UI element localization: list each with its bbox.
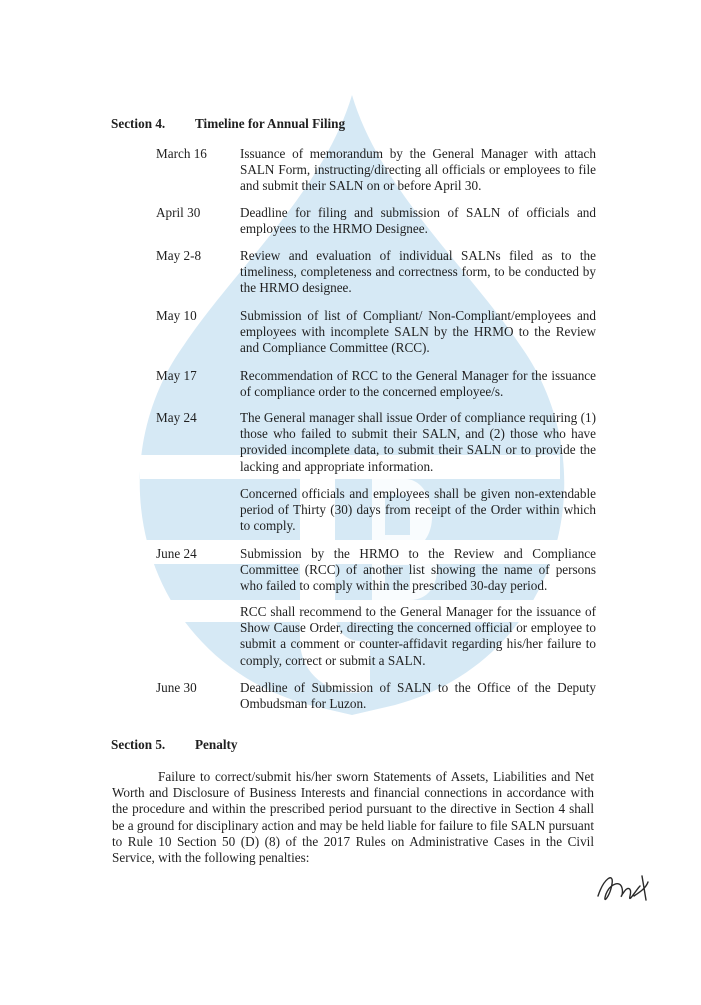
- timeline-date: April 30: [156, 205, 201, 220]
- section-5-title: Penalty: [195, 737, 238, 752]
- timeline-text: The General manager shall issue Order of compliance requiring (1) those who failed to submit their SALN, and (2) those who have provided incomplete data, to submit their SALN or to provide the lacking and appropriate information.: [240, 410, 596, 474]
- timeline-text: Review and evaluation of individual SALNs filed as to the timeliness, completeness and correctness form, to be conducted by the HRMO designee.: [240, 248, 596, 296]
- timeline-date: May 17: [156, 368, 197, 383]
- timeline-date: May 10: [156, 308, 197, 323]
- timeline-text: Submission by the HRMO to the Review and Compliance Committee (RCC) of another list showing the name of persons who failed to comply within the prescribed 30-day period.: [240, 546, 596, 594]
- penalty-paragraph: Failure to correct/submit his/her sworn Statements of Assets, Liabilities and Net Worth and Disclosure of Business Interests and financial connections in accordance with the procedure and within the prescribed period pursuant to the directive in Section 4 shall be a ground for disciplinary action and may be held liable for failure to file SALN pursuant to Rule 10 Section 50 (D) (8) of the 2017 Rules on Administrative Cases in the Civil Service, with the following penalties:: [112, 769, 594, 866]
- timeline-text: Submission of list of Compliant/ Non-Compliant/employees and employees with incomplete SALN by the HRMO to the Review and Compliance Committee (RCC).: [240, 308, 596, 356]
- section-4-title: Timeline for Annual Filing: [195, 116, 346, 131]
- section-5-heading: [111, 737, 238, 753]
- timeline-date: May 24: [156, 410, 197, 425]
- timeline-text: Deadline for filing and submission of SALN of officials and employees to the HRMO Designee.: [240, 205, 596, 237]
- signature: [590, 866, 652, 910]
- section-4-number: Section 4.: [111, 116, 166, 131]
- section-5-number: Section 5.: [111, 737, 166, 752]
- timeline-text: Deadline of Submission of SALN to the Office of the Deputy Ombudsman for Luzon.: [240, 680, 596, 712]
- timeline-date: March 16: [156, 146, 207, 161]
- timeline-date: June 24: [156, 546, 197, 561]
- timeline-text: RCC shall recommend to the General Manager for the issuance of Show Cause Order, directing the concerned official or employee to submit a comment or counter-affidavit regarding his/her failure to comply, correct or submit a SALN.: [240, 604, 596, 668]
- timeline-text: Issuance of memorandum by the General Manager with attach SALN Form, instructing/directing all officials or employees to file and submit their SALN on or before April 30.: [240, 146, 596, 194]
- timeline-text: Recommendation of RCC to the General Manager for the issuance of compliance order to the concerned employee/s.: [240, 368, 596, 400]
- timeline-text: Concerned officials and employees shall be given non-extendable period of Thirty (30) days from receipt of the Order within which to comply.: [240, 486, 596, 534]
- timeline-date: May 2-8: [156, 248, 202, 263]
- timeline-date: June 30: [156, 680, 197, 695]
- section-4-heading: [111, 116, 345, 132]
